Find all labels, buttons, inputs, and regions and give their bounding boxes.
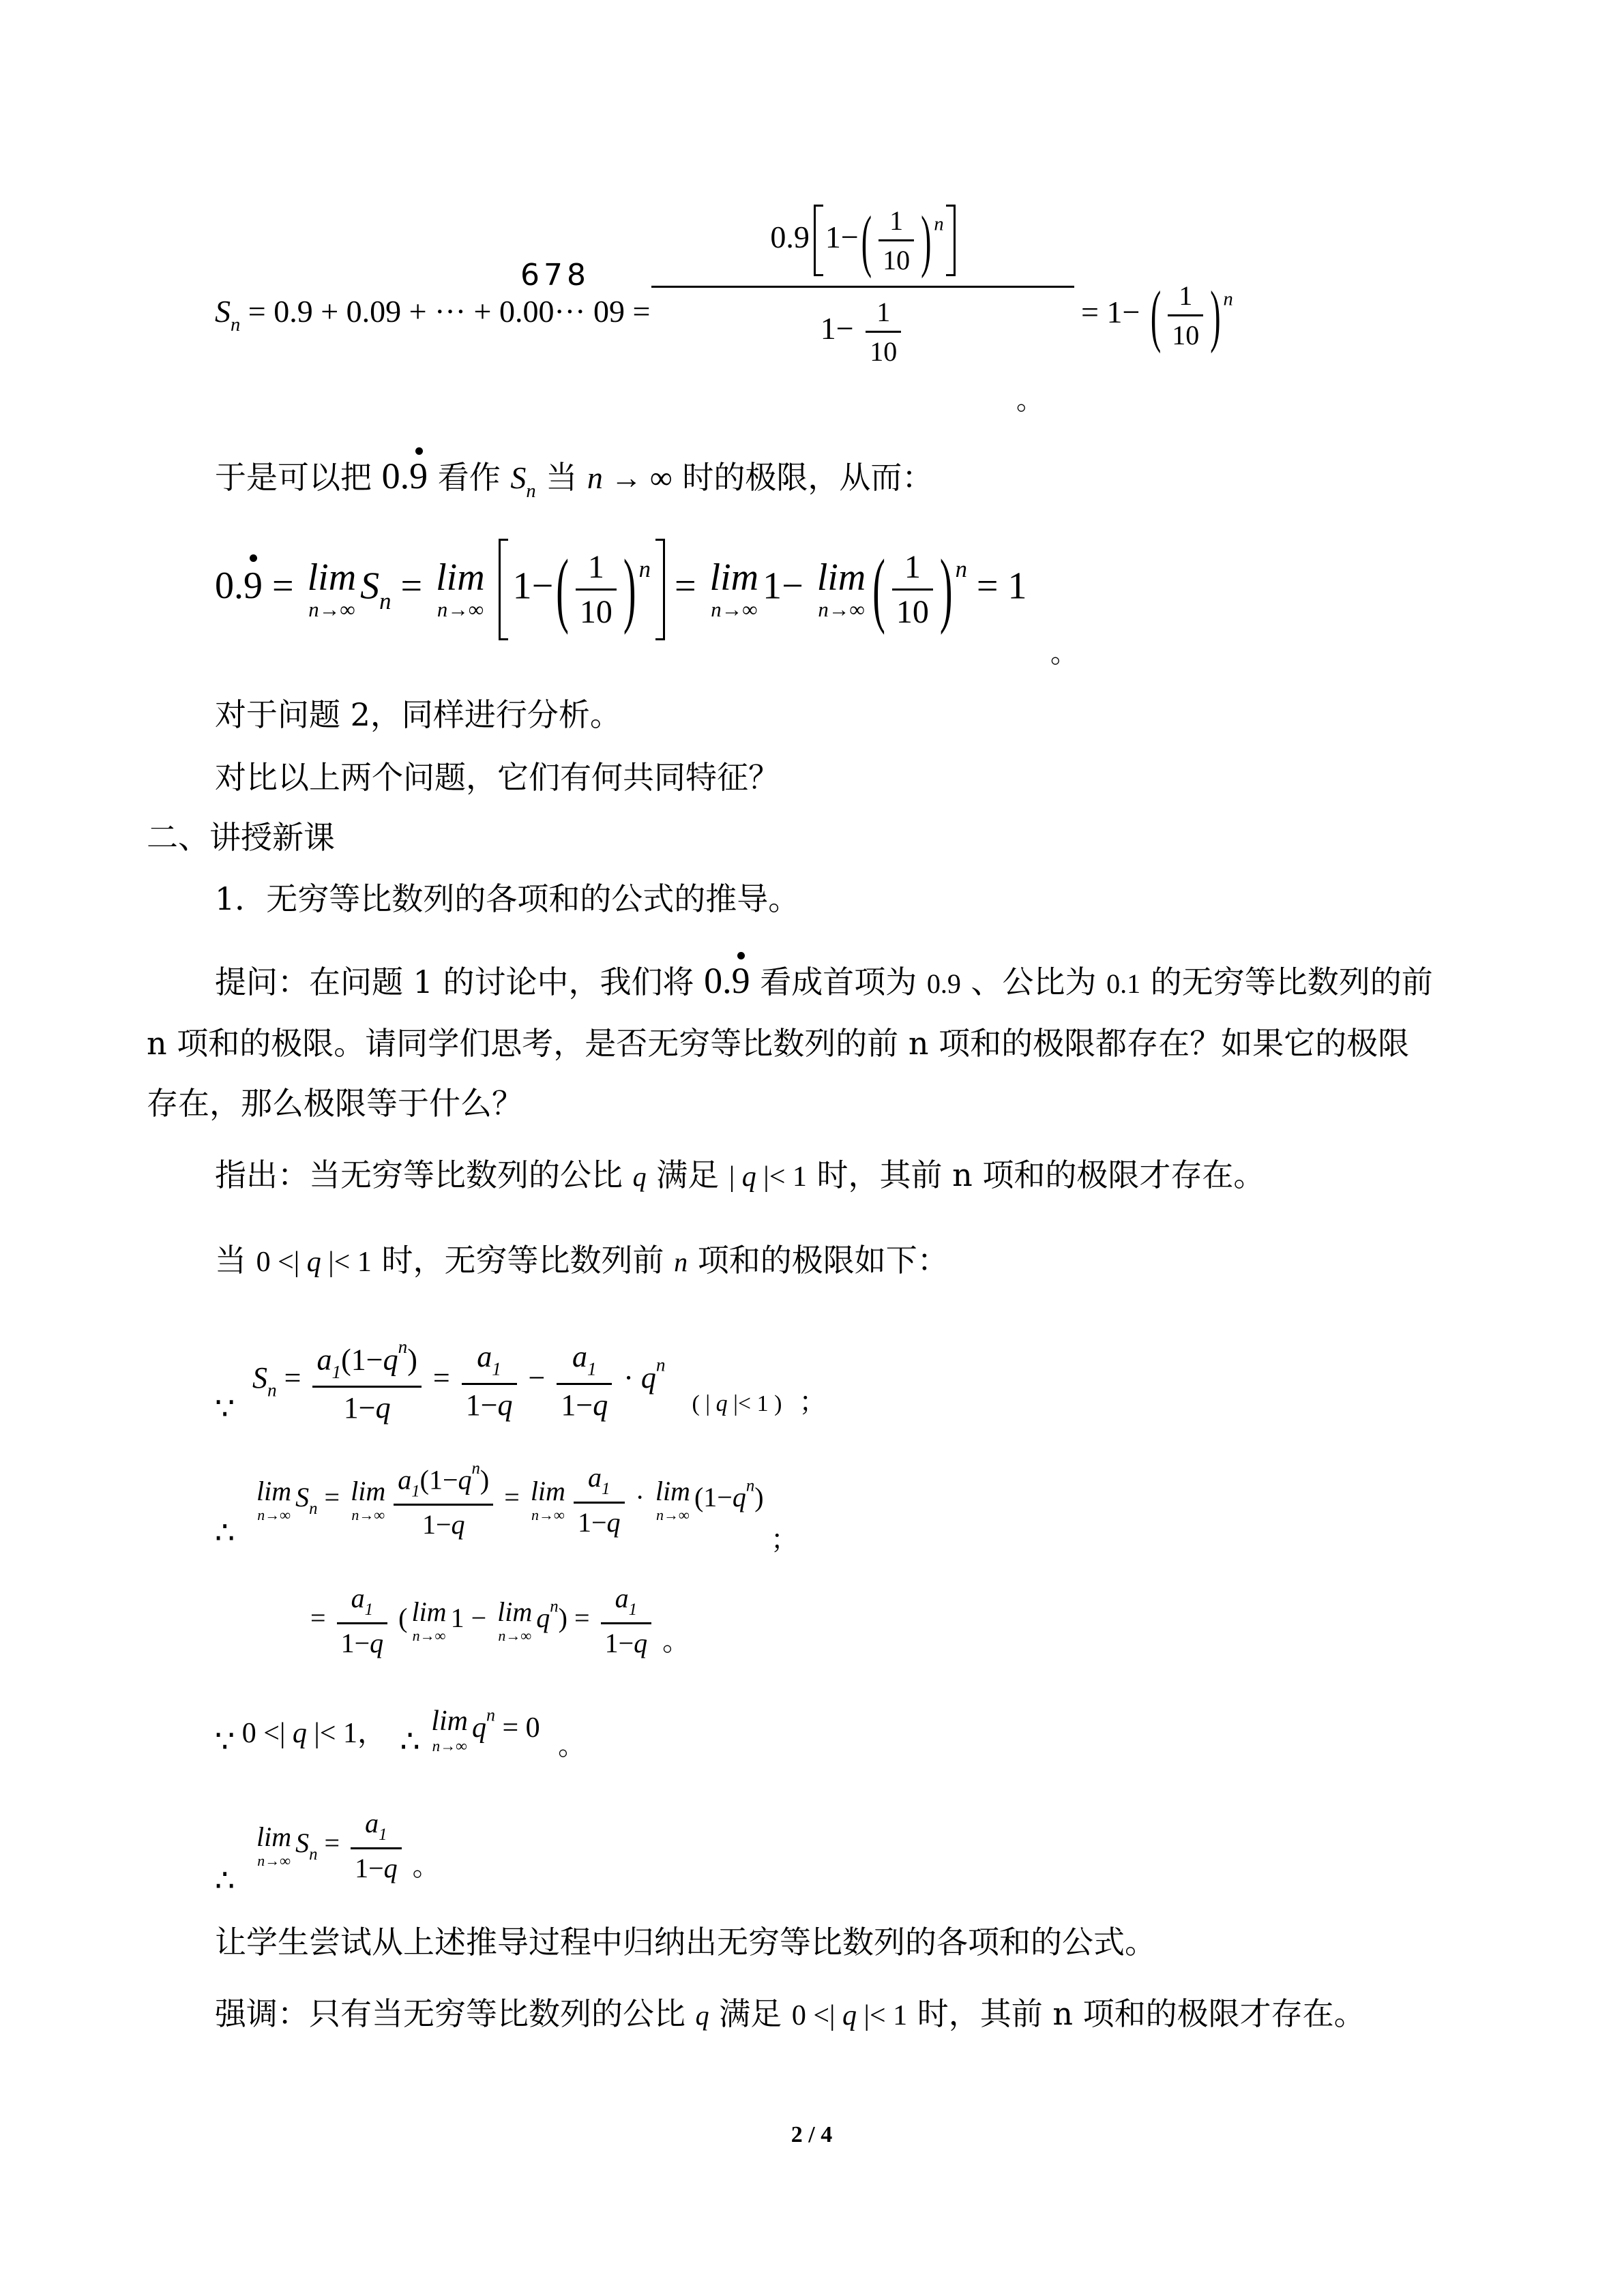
brace-digits: 678	[520, 258, 590, 293]
formula-lim-09: 0.9 = lim n→∞ $S_n$ = lim n→∞ 1−( $\frac{1}{10}$ ) $^n$ = lim n→∞ 1− lim n→∞ ( $\frac{1}{10}$ ) $^n$ = 1	[215, 539, 1027, 640]
paragraph-question-line1: 提问：在问题 1 的讨论中，我们将 0.9 看成首项为 0.9 、公比为 0.1 的无穷等比数列的前	[215, 960, 1433, 1001]
heading-derivation: 1．无穷等比数列的各项和的公式的推导。	[215, 880, 800, 917]
paragraph-point-out: 指出：当无穷等比数列的公比 q 满足 | q |< 1 时，其前 n 项和的极限才存在。	[215, 1157, 1265, 1193]
lim-09-period: 。	[1050, 638, 1078, 669]
paragraph-when: 当 0 <| q |< 1 时，无穷等比数列前 n 项和的极限如下：	[215, 1242, 949, 1279]
lim-final-period: 。	[412, 1850, 440, 1881]
sn-right-side: = 1− ( $\frac{1}{10}$ ) $^n$	[1081, 277, 1233, 354]
paragraph-compare: 对比以上两个问题，它们有何共同特征？	[215, 759, 780, 796]
paragraph-limit-intro: 于是可以把 0.9 看作 $S_n$ 当 n → ∞ 时的极限，从而：	[215, 456, 934, 502]
sn-left-side: $S_n = 0.9 + 0.09$ + ··· + 0.00··· 09 =	[215, 294, 651, 336]
q-condition-period: 。	[558, 1730, 586, 1761]
heading-new-lesson: 二、讲授新课	[147, 819, 335, 856]
formula-lim-sn-2: = $\frac{a_1}{1-q}$ ( lim n→∞ 1 − lim n→∞ $q^n$) = $\frac{a_1}{1-q}$ 。	[310, 1583, 690, 1659]
sn-period: 。	[1016, 385, 1044, 415]
paragraph-emphasize: 强调：只有当无穷等比数列的公比 q 满足 0 <| q |< 1 时，其前 n 项和的极限才存在。	[215, 1995, 1365, 2032]
paragraph-question-line2: n 项和的极限。请同学们思考，是否无穷等比数列的前 n 项和的极限都存在？如果它的极限	[147, 1025, 1410, 1062]
lim-sn-semicolon: ；	[771, 1524, 798, 1555]
paragraph-students-try: 让学生尝试从上述推导过程中归纳出无穷等比数列的各项和的公式。	[215, 1924, 1156, 1960]
document-page: 678 $S_n = 0.9 + 0.09$ + ··· + 0.00··· 09 = 0.9 1−( $\frac{1}{10}$ ) $^n$ 1− $\frac{1}{10}$ = 1− ( $\frac{1}{10}$ ) $^n$ 。 于是可以把 0.9 看作 $S_n$ 当 n → ∞ 时的极限，从而： 0.9 = lim n→∞ $S_n$ = lim n→∞ 1−( $\frac{1}{10}$ ) $^n$ = lim n→∞ 1− lim n→∞ ( $\frac{1}{10}$ ) $^n$ = 1 。 对于问题 2，同样进行分析。 对比以上两个问题，它们有何共同特征？ 二、讲授新课 1．无穷等比数列的各项和的公式的推导。 提问：在问题 1 的讨论中，我们将 0.9 看成首项为 0.9 、公比为 0.1 的无穷等比数列的前 n 项和的极限。请同学们思考，是否无穷等比数列的前 n 项和的极限都存在？如果它的极限 存在，那么极限等于什么？ 指出：当无穷等比数列的公比 q 满足 | q |< 1 时，其前 n 项和的极限才存在。 当 0 <| q |< 1 时，无穷等比数列前 n 项和的极限如下： ∵ $S_n$ = $\frac{a_1(1-q^n)}{1-q}$ = $\frac{a_1}{1-q}$ − $\frac{a_1}{1-q}$ · $q^n$ $_{( | q |< 1 )}$ ； ∴ lim n→∞ $S_n$ = lim n→∞ $\frac{a_1(1-q^n)}{1-q}$ = lim n→∞ $\frac{a_1}{1-q}$ · lim n→∞ $(1-q^n)$ ； = $\frac{a_1}{1-q}$ ( lim n→∞ 1 − lim n→∞ $q^n$) = $\frac{a_1}{1-q}$ 。 ∵ 0 <| q |< 1， ∴ lim n→∞ $q^n = 0$ 。 ∴ lim n→∞ $S_n$ = $\frac{a_1}{1-q}$ 。 让学生尝试从上述推导过程中归纳出无穷等比数列的各项和的公式。 强调：只有当无穷等比数列的公比 q 满足 0 <| q |< 1 时，其前 n 项和的极限才存在。 2 / 4	[147, 202, 1433, 2147]
paragraph-problem-2: 对于问题 2，同样进行分析。	[215, 696, 621, 733]
lim-sn-2-period: 。	[662, 1625, 690, 1656]
formula-q-condition: ∵ 0 <| q |< 1， ∴ lim n→∞ $q^n = 0$ 。	[215, 1705, 586, 1761]
sn-fraction: 0.9 1−( $\frac{1}{10}$ ) $^n$ 1− $\frac{1}{10}$	[651, 205, 1074, 368]
sn-general-semicolon: ；	[799, 1386, 827, 1417]
paragraph-question-line3: 存在，那么极限等于什么？	[147, 1085, 523, 1122]
page-number: 2 / 4	[791, 2122, 833, 2147]
